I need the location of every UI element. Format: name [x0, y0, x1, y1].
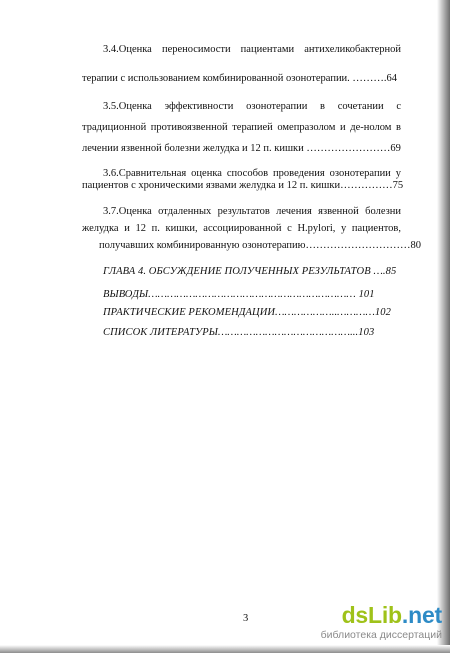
toc-recommendations: ПРАКТИЧЕСКИЕ РЕКОМЕНДАЦИИ………………..…………102: [103, 307, 391, 318]
toc-entry-3-7-line-1: 3.7.Оценка отдаленных результатов лечения язвенной болезни: [103, 206, 401, 217]
toc-references: СПИСОК ЛИТЕРАТУРЫ……………………………………...103: [103, 327, 375, 338]
toc-entry-3-5-line-2: традиционной противоязвенной терапией омепразолом и де-нолом в: [82, 122, 401, 133]
toc-entry-3-4-line-2: терапии с использованием комбинированной озонотерапии. ……….64: [82, 73, 398, 84]
toc-entry-3-6-cont: [82, 175, 404, 196]
toc-entry-3-5-line-1: 3.5.Оценка эффективности озонотерапии в сочетании с: [103, 101, 401, 112]
watermark: [284, 603, 442, 645]
watermark-logo: [342, 603, 442, 627]
toc-entry-3-4-cont: [82, 68, 401, 89]
toc-entry-3-5-cont: [82, 117, 401, 159]
watermark-logo-part-2: .net: [401, 602, 442, 628]
toc-entry-3-7-end: [99, 235, 422, 256]
toc-conclusions: ВЫВОДЫ………………………………………………………… 101: [103, 289, 375, 300]
toc-entry-3-6-line-1: 3.6.Сравнительная оценка способов проведения озонотерапии у: [103, 168, 401, 179]
page-number: 3: [243, 613, 249, 624]
toc-entry-3-5: [103, 96, 401, 117]
toc-entry-3-7-line-3: получавших комбинированную озонотерапию…………………………80: [99, 240, 422, 251]
toc-entry-3-4-line-1: 3.4.Оценка переносимости пациентами антихеликобактерной: [103, 44, 401, 55]
toc-chapter-4: ГЛАВА 4. ОБСУЖДЕНИЕ ПОЛУЧЕННЫХ РЕЗУЛЬТАТОВ ….85: [103, 266, 397, 277]
watermark-logo-part-1: dsLib: [341, 602, 402, 628]
toc-entry-3-6-line-2: пациентов с хроническими язвами желудка и 12 п. кишки……………75: [82, 180, 404, 191]
toc-entry-3-4: [103, 39, 401, 60]
toc-entry-3-5-line-3: лечении язвенной болезни желудка и 12 п. кишки ……………………69: [82, 143, 401, 154]
scan-edge-shadow-bottom: [0, 645, 450, 653]
scan-edge-shadow-right: [437, 0, 450, 653]
watermark-subtitle: библиотека диссертаций: [320, 629, 442, 641]
toc-entry-3-7-line-2: желудка и 12 п. кишки, ассоциированной с H.pylori, у пациентов,: [82, 223, 401, 234]
